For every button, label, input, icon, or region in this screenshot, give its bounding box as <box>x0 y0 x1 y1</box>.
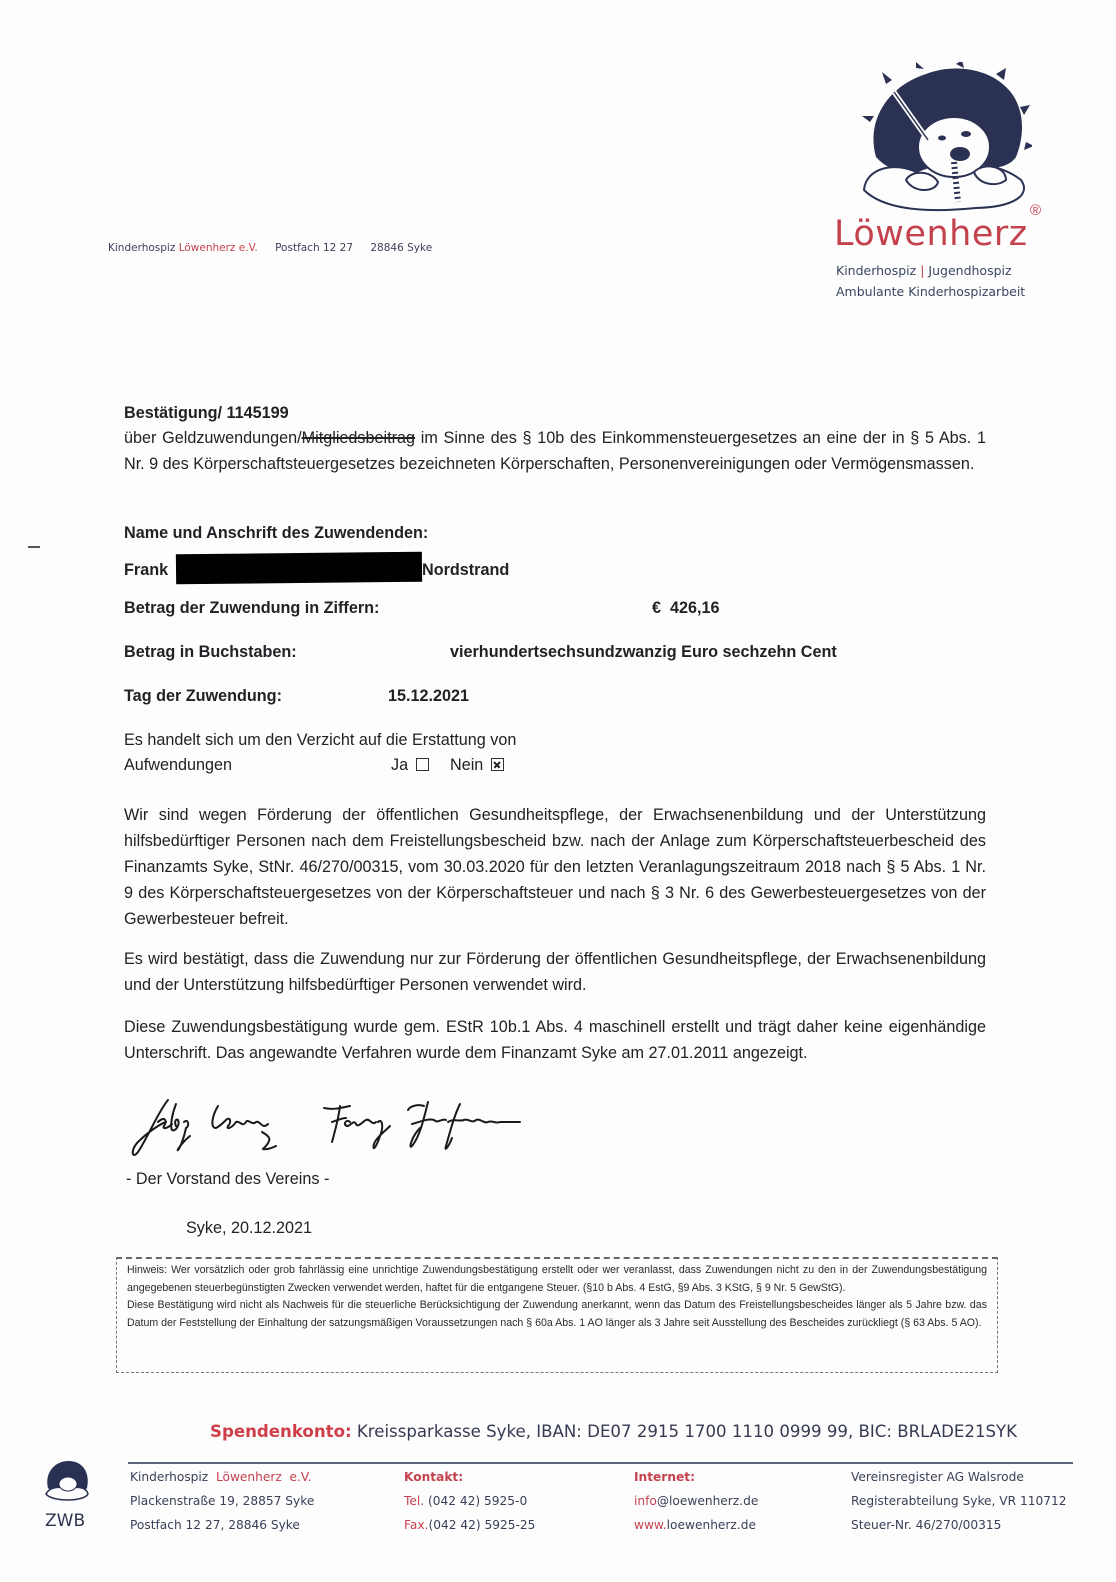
footer-contact-label: Kontakt: <box>404 1470 464 1484</box>
amount-words-value: vierhundertsechsundzwanzig Euro sechzehn Cent <box>450 643 837 661</box>
intro-part2: im Sinne des § 10b des Einkommensteuergesetzes an eine der in § 5 Abs. 1 Nr. 9 des Körperschaftsteuergesetzes bezeichneten Körperschaften, Personenvereinigungen oder Vermögensmassen. <box>124 429 986 473</box>
amount-label: Betrag der Zuwendung in Ziffern: <box>124 599 380 617</box>
logo-sub-right: Jugendhospiz <box>928 263 1012 278</box>
footer-contact-column <box>404 1465 535 1537</box>
donor-first-name: Frank <box>124 561 169 579</box>
sender-postbox: Postfach 12 27 <box>275 242 354 254</box>
footer-website-link[interactable] <box>634 1513 758 1537</box>
phone-number: (042 42) 5925-0 <box>424 1494 528 1508</box>
board-signature <box>128 1092 528 1164</box>
donor-label: Name und Anschrift des Zuwendenden: <box>124 524 429 542</box>
register-court: Vereinsregister AG Walsrode <box>851 1470 1024 1484</box>
footer-phone[interactable] <box>404 1489 535 1513</box>
zwb-seal-icon <box>42 1458 92 1504</box>
logo-subtitle <box>836 263 1012 278</box>
waiver-no-checkbox[interactable] <box>491 758 504 771</box>
donation-account-details: Kreissparkasse Syke, IBAN: DE07 2915 1700 1110 0999 99, BIC: BRLADE21SYK <box>351 1422 1018 1441</box>
usage-paragraph: Es wird bestätigt, dass die Zuwendung nur zur Förderung der öffentlichen Gesundheitspflege, der Erwachsenenbildung und der Unterstützung hilfsbedürftiger Personen verwendet wird. <box>124 950 986 994</box>
hedgehog-logo-icon <box>856 62 1032 222</box>
board-label: - Der Vorstand des Vereins - <box>126 1170 330 1188</box>
email-domain: @loewenherz.de <box>656 1494 759 1508</box>
donation-account-label: Spendenkonto: <box>210 1422 352 1441</box>
legal-notice-paragraph-2: Diese Bestätigung wird nicht als Nachweis für die steuerliche Berücksichtigung der Zuwendung anerkannt, wenn das Datum des Freistellungsbescheides länger als 5 Jahre bzw. das Datum der Feststellung der Einhaltung der satzungsmäßigen Voraussetzungen nach § 60a Abs. 1 AO länger als 3 Jahre seit Ausstellung des Bescheides zurückliegt (§ 63 Abs. 5 AO). <box>127 1299 987 1329</box>
sender-org-name: Löwenherz e.V. <box>178 242 258 254</box>
footer-email-link[interactable] <box>634 1489 758 1513</box>
logo-sub-separator: | <box>920 263 925 278</box>
waiver-yes-label: Ja <box>391 756 409 774</box>
amount-value: € 426,16 <box>652 599 720 617</box>
waiver-text-line1: Es handelt sich um den Verzicht auf die Erstattung von <box>124 731 517 749</box>
footer-internet-label: Internet: <box>634 1470 695 1484</box>
machine-generated-paragraph: Diese Zuwendungsbestätigung wurde gem. EStR 10b.1 Abs. 4 maschinell erstellt und trägt daher keine eigenhändige Unterschrift. Das angewandte Verfahren wurde dem Finanzamt Syke am 27.01.2011 angezeigt. <box>124 1018 986 1062</box>
footer-org-prefix: Kinderhospiz <box>130 1470 209 1484</box>
footer-register-column <box>851 1465 1067 1537</box>
web-prefix: www. <box>634 1518 667 1532</box>
waiver-yes-checkbox[interactable] <box>416 758 429 771</box>
amount-words-label: Betrag in Buchstaben: <box>124 643 297 661</box>
intro-part1: über Geldzuwendungen/ <box>124 429 302 447</box>
footer-street: Plackenstraße 19, 28857 Syke <box>130 1494 315 1508</box>
waiver-yes-option[interactable] <box>391 752 429 778</box>
footer-address-column <box>130 1465 314 1537</box>
waiver-text-line2: Aufwendungen <box>124 756 233 774</box>
document-title: Bestätigung/ 1145199 <box>124 404 289 422</box>
footer-internet-column <box>634 1465 758 1537</box>
legal-notice-box <box>116 1257 998 1373</box>
donor-city: Nordstrand <box>422 561 510 579</box>
redaction-bar <box>176 552 422 585</box>
legal-notice-paragraph-1: Hinweis: Wer vorsätzlich oder grob fahrlässig eine unrichtige Zuwendungsbestätigung erstellt oder wer veranlasst, dass Zuwendungen nicht zu den in der Zuwendungsbestätigung angegebenen steuerbegünstigten Zwecken verwendet werden, haftet für die entgangene Steuer. (§10 b Abs. 4 EstG, §9 Abs. 3 KStG, § 9 Nr. 5 GewStG). <box>127 1264 987 1294</box>
web-domain: loewenherz.de <box>666 1518 756 1532</box>
tax-number: Steuer-Nr. 46/270/00315 <box>851 1518 1002 1532</box>
phone-label: Tel. <box>404 1494 425 1508</box>
register-number: Registerabteilung Syke, VR 110712 <box>851 1494 1067 1508</box>
intro-struck-text: Mitgliedsbeitrag <box>301 429 416 447</box>
intro-paragraph <box>124 425 986 477</box>
sender-city: 28846 Syke <box>370 242 433 254</box>
footer-divider <box>128 1462 1073 1464</box>
place-and-date: Syke, 20.12.2021 <box>186 1219 312 1237</box>
footer-fax <box>404 1513 535 1537</box>
waiver-no-option[interactable] <box>450 752 504 778</box>
fax-label: Fax. <box>404 1518 429 1532</box>
logo-wordmark: Löwenherz <box>834 214 1028 254</box>
logo-subtitle-line2: Ambulante Kinderhospizarbeit <box>836 284 1026 299</box>
footer-org-suffix: e.V. <box>289 1470 312 1484</box>
footer-org-line <box>130 1465 314 1489</box>
fax-number: (042 42) 5925-25 <box>428 1518 536 1532</box>
donation-date-label: Tag der Zuwendung: <box>124 687 282 705</box>
footer-postbox: Postfach 12 27, 28846 Syke <box>130 1518 300 1532</box>
zwb-badge-text: ZWB <box>45 1511 86 1531</box>
waiver-no-label: Nein <box>450 756 484 774</box>
email-user: info <box>634 1494 657 1508</box>
donation-account-line <box>210 1422 1017 1441</box>
scan-artifact <box>28 546 40 548</box>
exemption-paragraph: Wir sind wegen Förderung der öffentlichen Gesundheitspflege, der Erwachsenenbildung und der Unterstützung hilfsbedürftiger Personen nach dem Freistellungsbescheid bzw. nach der Anlage zum Körperschaftsteuerbescheid des Finanzamts Syke, StNr. 46/270/00315, vom 30.03.2020 für den letzten Veranlagungszeitraum 2018 nach § 5 Abs. 1 Nr. 9 des Körperschaftsteuergesetzes von der Körperschaftsteuer und nach § 3 Nr. 6 des Gewerbesteuergesetzes von der Gewerbesteuer befreit. <box>124 806 986 928</box>
donation-date-value: 15.12.2021 <box>388 687 470 705</box>
sender-org-prefix: Kinderhospiz <box>108 242 176 254</box>
sender-address-line <box>108 242 432 254</box>
registered-mark: ® <box>1030 202 1042 219</box>
footer-org-name: Löwenherz <box>215 1470 282 1484</box>
logo-sub-left: Kinderhospiz <box>836 263 917 278</box>
